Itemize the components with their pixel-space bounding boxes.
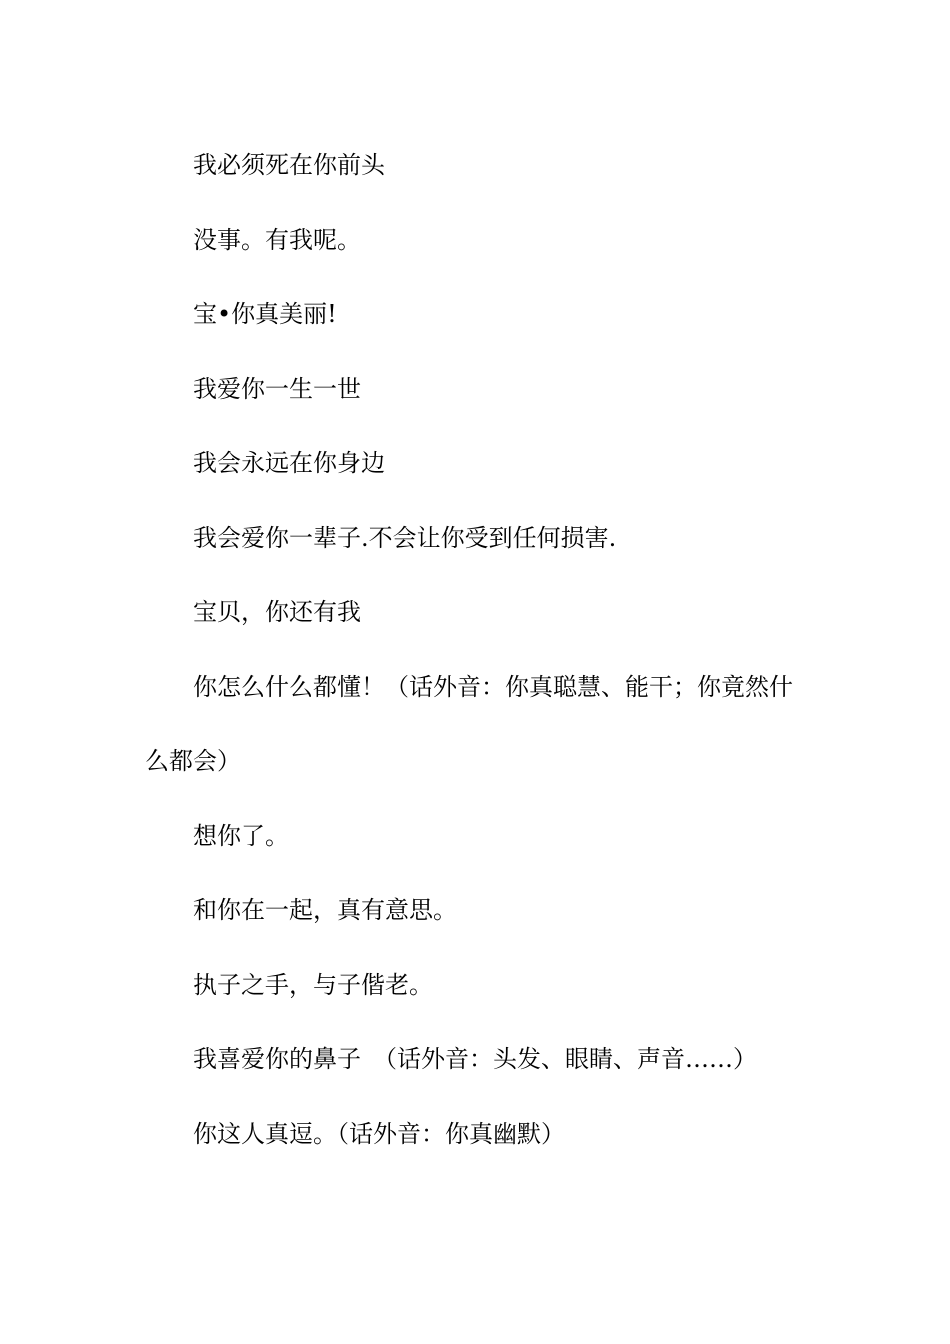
paragraph: 执子之手，与子偕老。 [193,970,433,999]
paragraph: 没事。有我呢。 [193,225,361,254]
paragraph: 我会永远在你身边 [193,449,385,477]
document-body [145,128,810,1171]
paragraph: 和你在一起，真有意思。 [193,896,457,924]
paragraph: 想你了。 [193,821,289,850]
paragraph: 我喜爱你的鼻子 （话外音：头发、眼睛、声音……） [193,1045,757,1073]
paragraph: 宝•你真美丽! [193,300,337,328]
paragraph: 我必须死在你前头 [193,151,385,179]
paragraph: 你这人真逗。（话外音：你真幽默） [193,1119,565,1148]
paragraph: 你怎么什么都懂！（话外音：你真聪慧、能干；你竟然什么都会） [145,672,793,775]
paragraph: 我会爱你一辈子.不会让你受到任何损害. [193,523,617,552]
paragraph: 宝贝，你还有我 [193,598,361,626]
paragraph: 我爱你一生一世 [193,374,361,403]
